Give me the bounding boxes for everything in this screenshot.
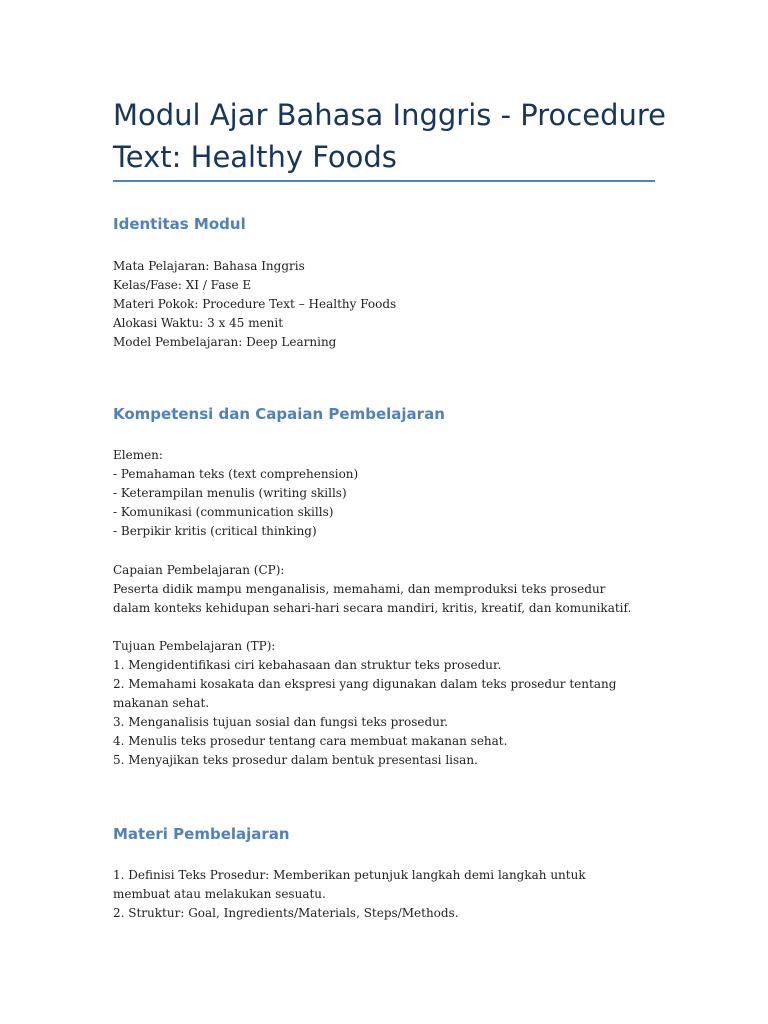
tp-item: 1. Mengidentifikasi ciri kebahasaan dan struktur teks prosedur. <box>113 658 502 672</box>
identitas-line: Alokasi Waktu: 3 x 45 menit <box>113 316 284 330</box>
tp-item: 2. Memahami kosakata dan ekspresi yang digunakan dalam teks prosedur tentang makanan sehat. <box>113 677 617 710</box>
elemen-item: - Komunikasi (communication skills) <box>113 505 334 519</box>
identitas-line: Kelas/Fase: XI / Fase E <box>113 278 252 292</box>
title-underline <box>113 180 655 182</box>
tp-block <box>113 637 673 770</box>
tp-item: 3. Menganalisis tujuan sosial dan fungsi teks prosedur. <box>113 715 449 729</box>
tp-label: Tujuan Pembelajaran (TP): <box>113 639 276 653</box>
identitas-line: Mata Pelajaran: Bahasa Inggris <box>113 259 305 273</box>
tp-item: 5. Menyajikan teks prosedur dalam bentuk presentasi lisan. <box>113 753 478 767</box>
elemen-item: - Berpikir kritis (critical thinking) <box>113 524 317 538</box>
elemen-block <box>113 446 673 541</box>
section-heading-identitas: Identitas Modul <box>113 215 246 233</box>
materi-item: 2. Struktur: Goal, Ingredients/Materials, Steps/Methods. <box>113 906 459 920</box>
identitas-line: Materi Pokok: Procedure Text – Healthy Foods <box>113 297 397 311</box>
section-heading-kompetensi: Kompetensi dan Capaian Pembelajaran <box>113 405 445 423</box>
elemen-item: - Keterampilan menulis (writing skills) <box>113 486 347 500</box>
materi-list <box>113 866 673 923</box>
cp-text: Peserta didik mampu menganalisis, memahami, dan memproduksi teks prosedur dalam konteks kehidupan sehari-hari secara mandiri, kritis, kreatif, dan komunikatif. <box>113 582 632 615</box>
identitas-line: Model Pembelajaran: Deep Learning <box>113 335 337 349</box>
section-heading-materi: Materi Pembelajaran <box>113 825 290 843</box>
cp-label: Capaian Pembelajaran (CP): <box>113 563 285 577</box>
tp-item: 4. Menulis teks prosedur tentang cara membuat makanan sehat. <box>113 734 508 748</box>
elemen-item: - Pemahaman teks (text comprehension) <box>113 467 359 481</box>
identitas-list <box>113 257 673 352</box>
cp-block <box>113 561 673 618</box>
elemen-label: Elemen: <box>113 448 163 462</box>
materi-item: 1. Definisi Teks Prosedur: Memberikan petunjuk langkah demi langkah untuk membuat atau melakukan sesuatu. <box>113 868 586 901</box>
document-title: Modul Ajar Bahasa Inggris - Procedure Text: Healthy Foods <box>113 98 666 174</box>
